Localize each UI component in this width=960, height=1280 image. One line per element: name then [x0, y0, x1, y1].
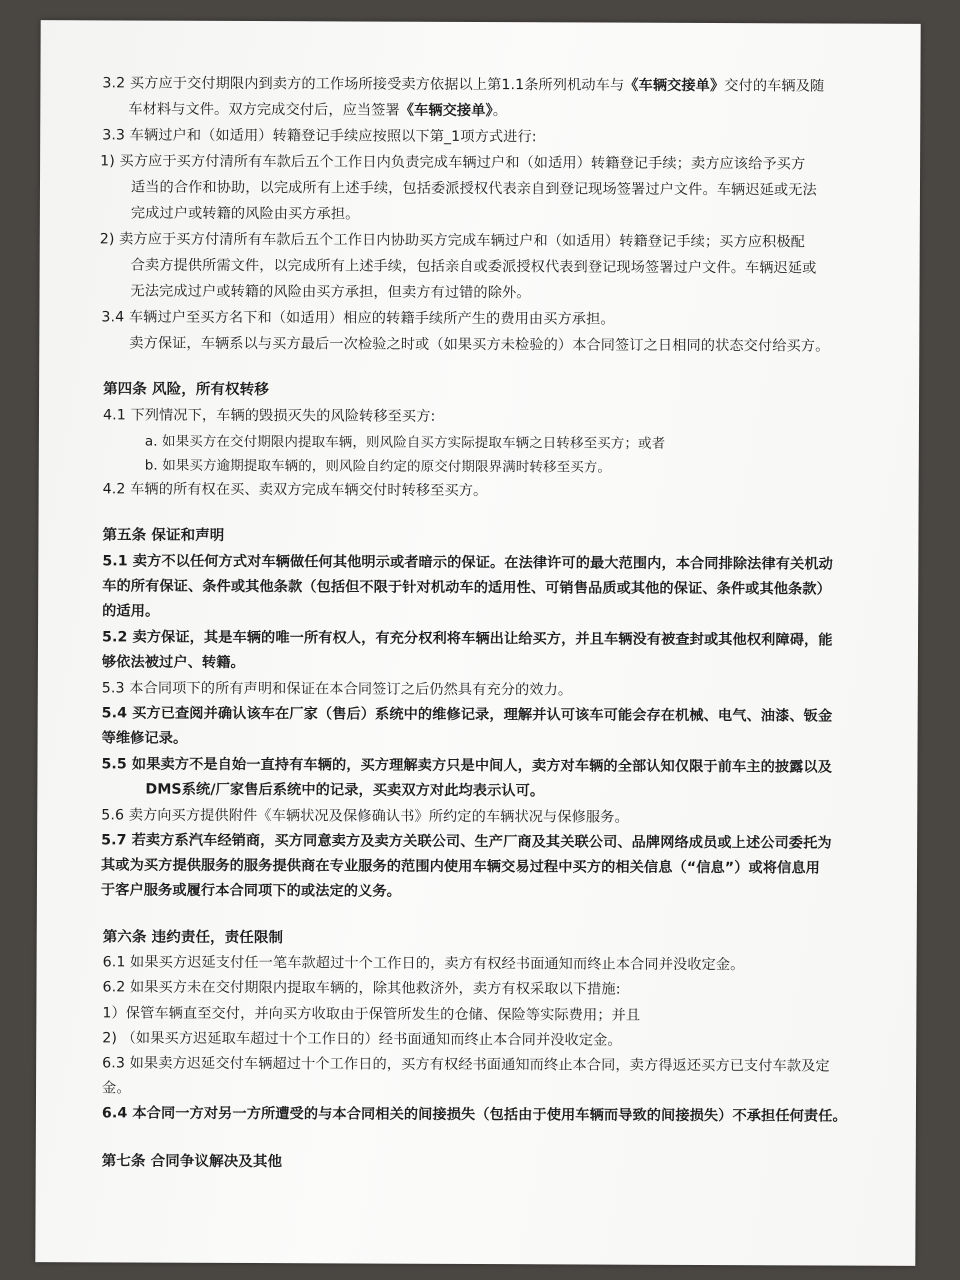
- clause-6-2-item-1: 1）保管车辆直至交付，并向买方收取由于保管所发生的仓储、保险等实际费用；并且: [102, 1005, 641, 1024]
- option-1-line-1: 1) 买方应于买方付清所有车款后五个工作日内负责完成车辆过户和（如适用）转籍登记手续；卖方应该给予买方: [100, 153, 806, 173]
- article-5-heading: 第五条 保证和声明: [102, 527, 225, 544]
- clause-6-2: 6.2 如果买方未在交付期限内提取车辆的，除其他救济外，卖方有权采取以下措施:: [102, 979, 621, 998]
- clause-5-4-line-1: 5.4 买方已查阅并确认该车在厂家（售后）系统中的维修记录，理解并认可该车可能会存在机械、电气、油漆、钣金: [101, 705, 833, 725]
- article-6-heading: 第六条 违约责任，责任限制: [102, 929, 284, 947]
- clause-5-1-line-3: 的适用。: [102, 603, 160, 620]
- clause-5-5-line-1: 5.5 如果卖方不是自始一直持有车辆的，买方理解卖方只是中间人，卖方对车辆的全部认知仅限于前车主的披露以及: [101, 756, 833, 776]
- clause-5-2-line-2: 够依法被过户、转籍。: [101, 654, 245, 671]
- clause-6-2-item-2: 2) （如果买方迟延取车超过十个工作日的）经书面通知而终止本合同并没收定金。: [102, 1030, 622, 1049]
- clause-5-2-line-1: 5.2 卖方保证，其是车辆的唯一所有权人，有充分权利将车辆出让给买方，并且车辆没有被查封或其他权利障碍，能: [101, 629, 833, 649]
- article-7-heading: 第七条 合同争议解决及其他: [101, 1153, 283, 1171]
- clause-3-2-line-2: [128, 100, 507, 120]
- clause-4-1-a: a. 如果买方在交付期限内提取车辆，则风险自买方实际提取车辆之日转移至买方；或者: [144, 433, 666, 452]
- clause-5-1-line-1: 5.1 卖方不以任何方式对车辆做任何其他明示或者暗示的保证。在法律许可的最大范围内，本合同排除法律有关机动: [102, 553, 833, 573]
- clause-4-1: 4.1 下列情况下，车辆的毁损灭失的风险转移至买方:: [102, 407, 436, 425]
- clause-5-7-line-2: 其或为买方提供服务的服务提供商在专业服务的范围内使用车辆交易过程中买方的相关信息（“信息”）或将信息用: [100, 857, 821, 877]
- clause-3-2-line-2-text: 车材料与文件。双方完成交付后，应当签署: [128, 101, 400, 119]
- article-4-heading: 第四条 风险，所有权转移: [103, 381, 269, 399]
- handover-form-title-2: 《车辆交接单》: [399, 102, 493, 120]
- clause-3-2-text: 3.2 买方应于交付期限内到卖方的工作场所接受卖方依据以上第1.1条所列机动车与: [102, 75, 625, 94]
- clause-4-2: 4.2 车辆的所有权在买、卖双方完成车辆交付时转移至买方。: [102, 481, 488, 500]
- option-1-line-2: 适当的合作和协助，以完成所有上述手续，包括委派授权代表亲自到登记现场签署过户文件。车辆迟延或无法: [130, 179, 817, 199]
- option-1-line-3: 完成过户或转籍的风险由买方承担。: [130, 205, 360, 223]
- contract-page: [35, 20, 920, 1266]
- clause-5-3: 5.3 本合同项下的所有声明和保证在本合同签订之后仍然具有充分的效力。: [101, 680, 573, 699]
- clause-6-3-line-2: 金。: [102, 1080, 131, 1097]
- clause-5-6: 5.6 卖方向买方提供附件《车辆状况及保修确认书》所约定的车辆状况与保修服务。: [101, 807, 629, 826]
- clause-5-7-line-1: 5.7 若卖方系汽车经销商，买方同意卖方及卖方关联公司、生产厂商及其关联公司、品牌网络成员或上述公司委托为: [101, 832, 832, 852]
- option-2-line-1: 2) 卖方应于买方付清所有车款后五个工作日内协助买方完成车辆过户和（如适用）转籍登记手续；买方应积极配: [99, 231, 805, 251]
- clause-3-4-warranty: 卖方保证，车辆系以与买方最后一次检验之时或（如果买方未检验的）本合同签订之日相同的状态交付给买方。: [129, 335, 830, 355]
- clause-5-4-line-2: 等维修记录。: [101, 730, 188, 747]
- clause-3-2-line-2-end: 。: [492, 103, 508, 120]
- handover-form-title: 《车辆交接单》: [624, 77, 725, 95]
- clause-4-1-b: b. 如果买方逾期提取车辆的，则风险自约定的原交付期限界满时转移至买方。: [144, 457, 612, 476]
- clause-6-4: 6.4 本合同一方对另一方所遭受的与本合同相关的间接损失（包括由于使用车辆而导致的间接损失）不承担任何责任。: [101, 1105, 847, 1125]
- clause-6-3-line-1: 6.3 如果卖方迟延交付车辆超过十个工作日的，买方有权经书面通知而终止本合同，卖方得返还买方已支付车款及定: [102, 1055, 830, 1075]
- clause-3-2-line-1: [102, 74, 824, 95]
- clause-6-1: 6.1 如果买方迟延支付任一笔车款超过十个工作日的，卖方有权经书面通知而终止本合同并没收定金。: [102, 954, 745, 974]
- option-2-line-2: 合卖方提供所需文件，以完成所有上述手续，包括亲自或委派授权代表到登记现场签署过户文件。车辆迟延或: [130, 257, 817, 277]
- clause-3-3: 3.3 车辆过户和（如适用）转籍登记手续应按照以下第_1项方式进行:: [102, 127, 537, 146]
- option-2-line-3: 无法完成过户或转籍的风险由买方承担，但卖方有过错的除外。: [130, 283, 531, 302]
- clause-3-2-text-end: 交付的车辆及随: [724, 78, 825, 95]
- clause-3-4: 3.4 车辆过户至买方名下和（如适用）相应的转籍手续所产生的费用由买方承担。: [101, 309, 615, 328]
- clause-5-1-line-2: 车的所有保证、条件或其他条款（包括但不限于针对机动车的适用性、可销售品质或其他的保证、条件或其他条款）: [102, 578, 831, 598]
- clause-5-7-line-3: 于客户服务或履行本合同项下的或法定的义务。: [100, 882, 401, 900]
- clause-5-5-line-2: DMS系统/厂家售后系统中的记录，买卖双方对此均表示认可。: [145, 781, 545, 800]
